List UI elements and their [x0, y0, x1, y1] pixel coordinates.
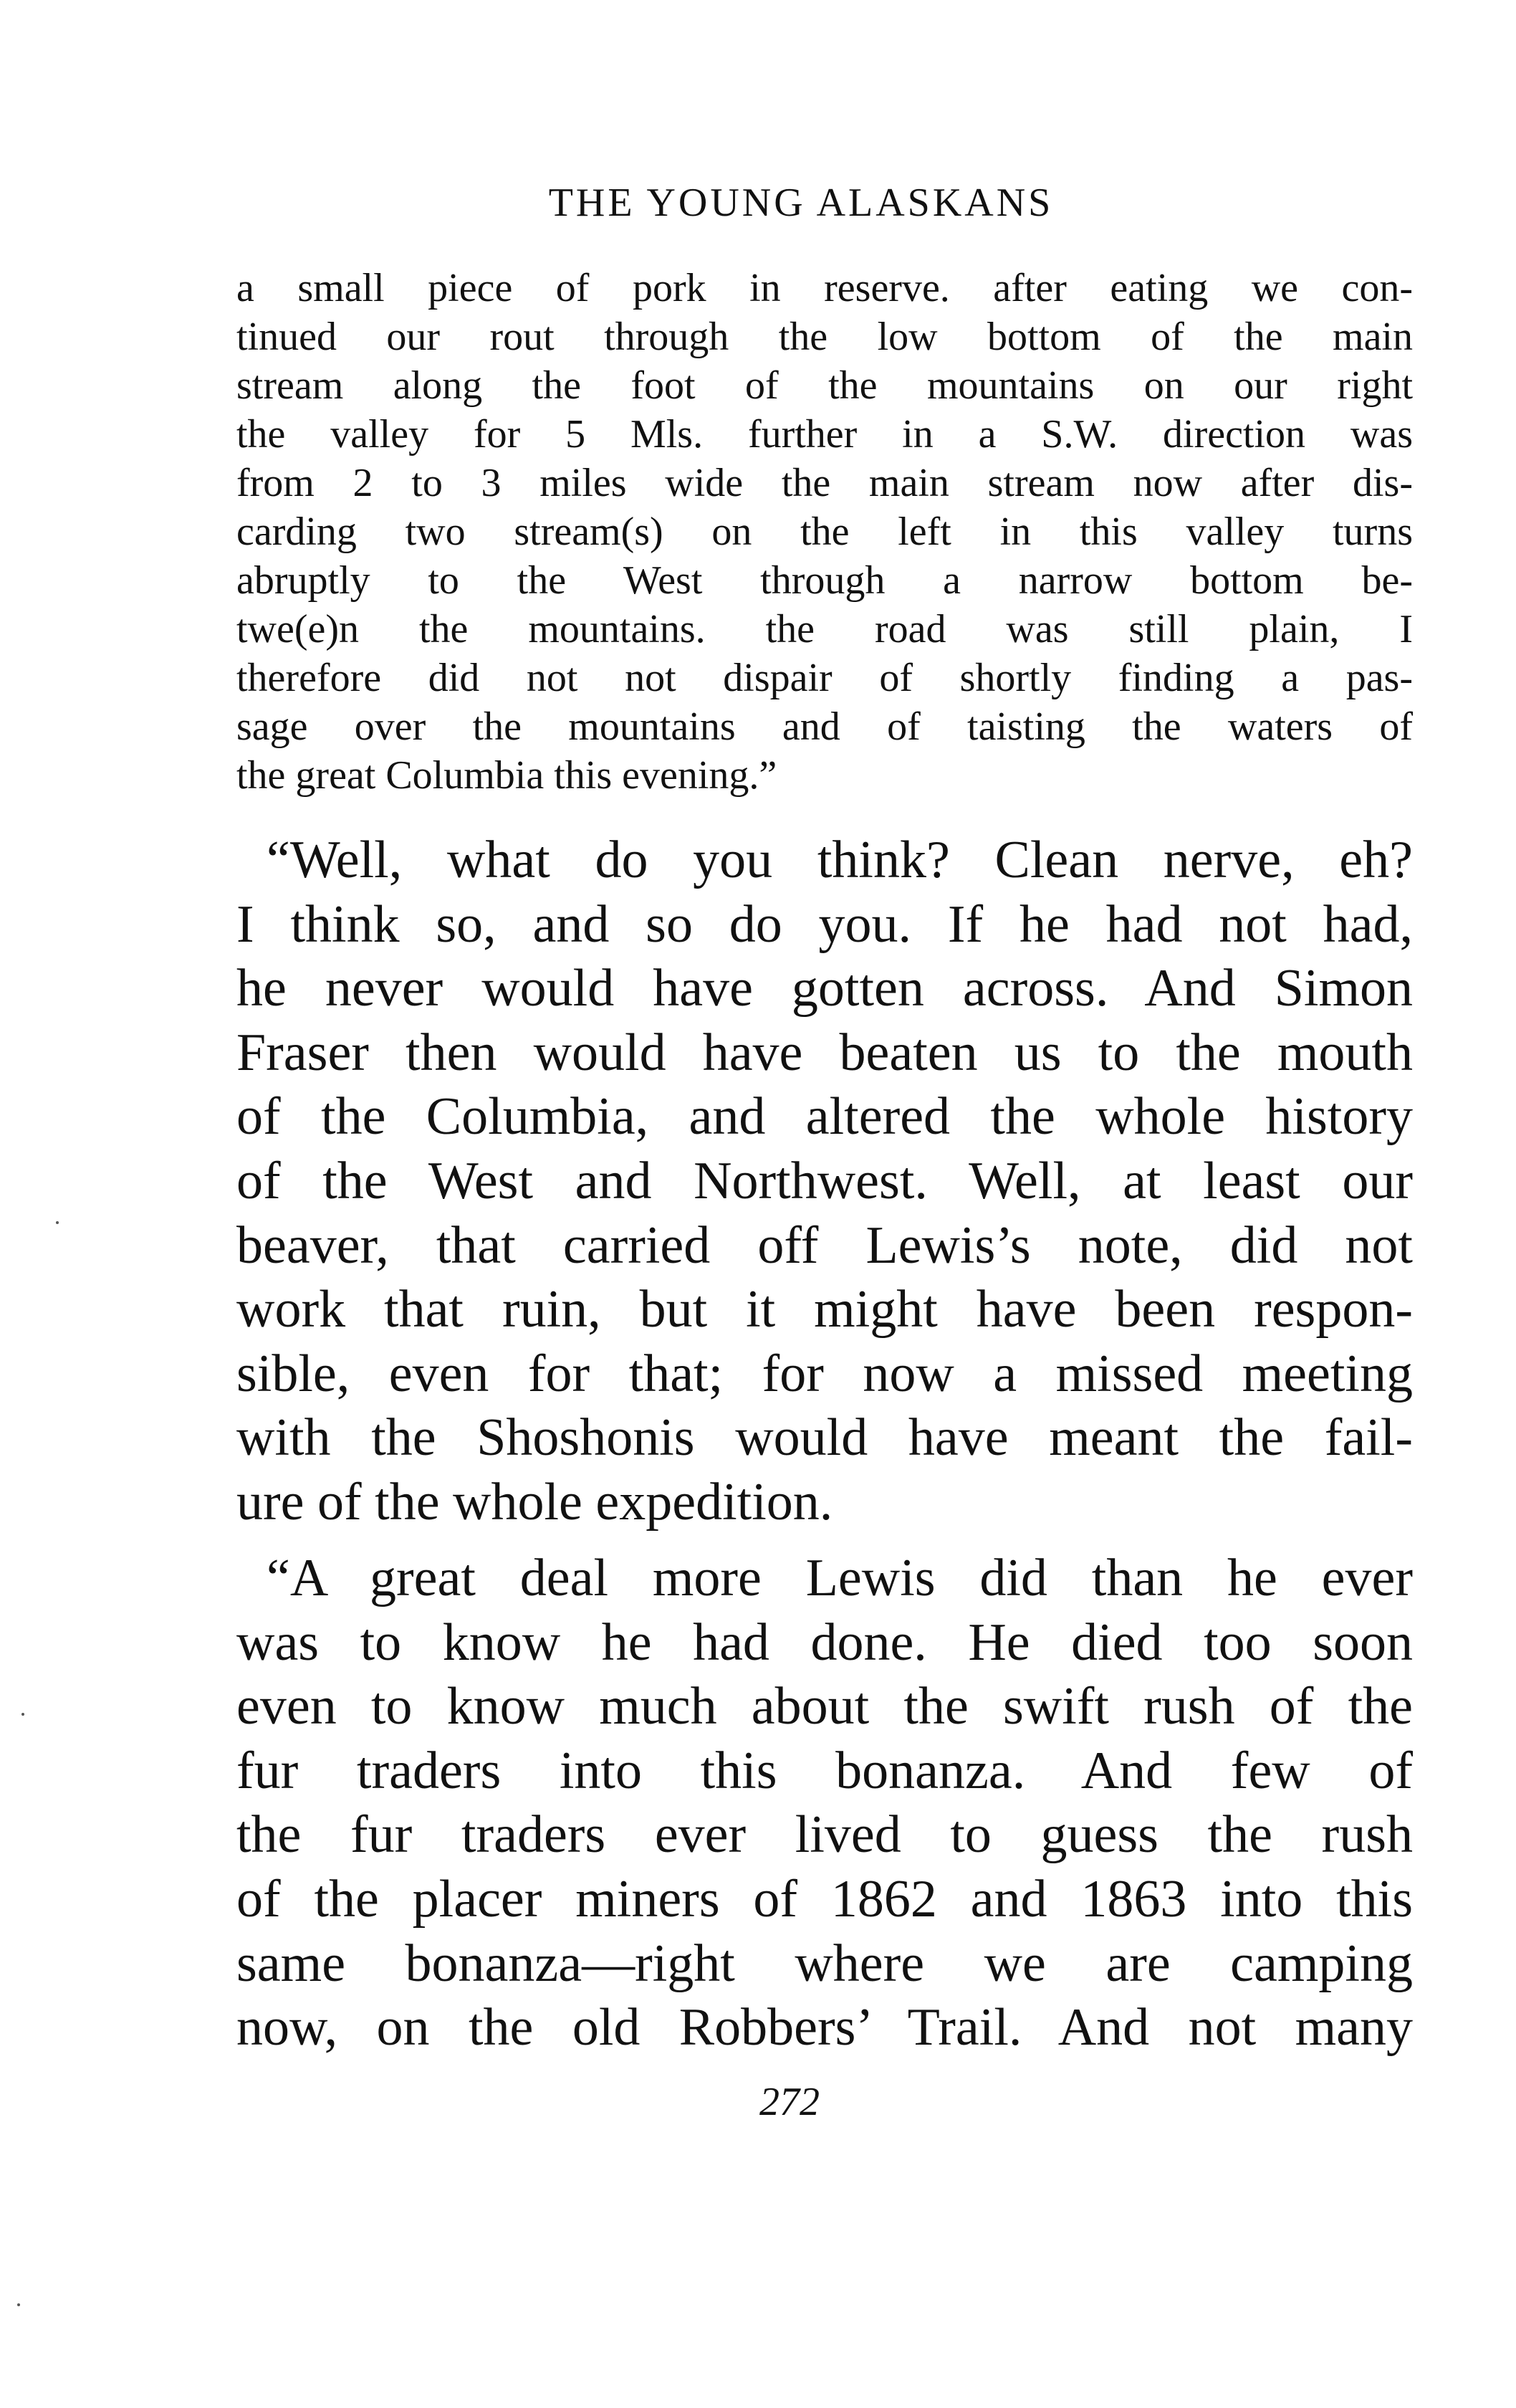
quote-line: a small piece of pork in reserve. after eating we con- — [236, 266, 1413, 310]
quote-line: therefore did not not dispair of shortly finding a pas- — [236, 656, 1413, 700]
body-line: Fraser then would have beaten us to the mouth — [236, 1023, 1413, 1082]
print-speck — [17, 2303, 20, 2306]
print-speck — [56, 1221, 59, 1224]
body-line: with the Shoshonis would have meant the fail- — [236, 1408, 1413, 1468]
body-line: even to know much about the swift rush of the — [236, 1677, 1413, 1736]
body-line: beaver, that carried off Lewis’s note, did not — [236, 1215, 1413, 1275]
quote-line: twe(e)n the mountains. the road was still plain, I — [236, 607, 1413, 651]
body-line: of the West and Northwest. Well, at least our — [236, 1151, 1413, 1210]
running-head: THE YOUNG ALASKANS — [548, 181, 1054, 225]
body-line: same bonanza—right where we are camping — [236, 1934, 1413, 1993]
body-line: sible, even for that; for now a missed meeting — [236, 1344, 1413, 1403]
body-line: work that ruin, but it might have been respon- — [236, 1280, 1413, 1339]
quote-line: sage over the mountains and of taisting the waters of — [236, 704, 1413, 749]
quoted-passage — [236, 264, 1413, 800]
quote-line: abruptly to the West through a narrow bottom be- — [236, 558, 1413, 603]
paragraph-2 — [236, 1547, 1413, 2060]
body-line: was to know he had done. He died too soon — [236, 1612, 1413, 1672]
page-number: 272 — [759, 2080, 820, 2124]
quote-line: stream along the foot of the mountains on our right — [236, 363, 1413, 408]
body-line: he never would have gotten across. And Simon — [236, 959, 1413, 1018]
body-line: of the Columbia, and altered the whole history — [236, 1087, 1413, 1147]
print-speck — [21, 1713, 24, 1716]
body-line: ure of the whole expedition. — [236, 1472, 833, 1532]
quote-line: the valley for 5 Mls. further in a S.W. direction was — [236, 412, 1413, 457]
body-line: “A great deal more Lewis did than he ever — [267, 1549, 1413, 1607]
quote-line: carding two stream(s) on the left in this valley turns — [236, 510, 1413, 554]
body-line: “Well, what do you think? Clean nerve, eh? — [267, 831, 1413, 889]
body-line: I think so, and so do you. If he had not had, — [236, 894, 1413, 954]
body-line: of the placer miners of 1862 and 1863 into this — [236, 1869, 1413, 1929]
quote-line: tinued our rout through the low bottom of the main — [236, 315, 1413, 359]
quote-line: the great Columbia this evening.” — [236, 753, 777, 798]
body-line: the fur traders ever lived to guess the rush — [236, 1805, 1413, 1865]
paragraph-1 — [236, 828, 1413, 1535]
body-line: fur traders into this bonanza. And few of — [236, 1741, 1413, 1800]
body-line: now, on the old Robbers’ Trail. And not many — [236, 1998, 1413, 2058]
quote-line: from 2 to 3 miles wide the main stream now after dis- — [236, 461, 1413, 505]
